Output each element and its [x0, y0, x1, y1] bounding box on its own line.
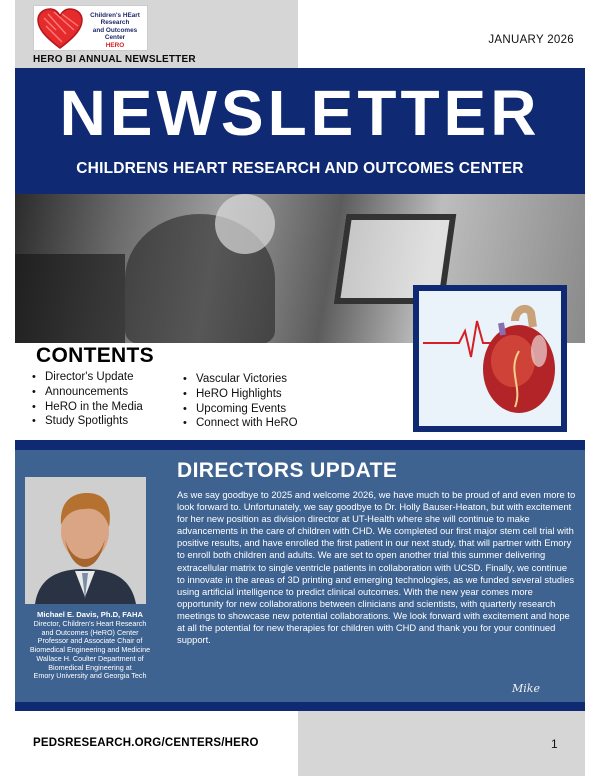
person-portrait-icon	[25, 477, 146, 604]
anatomical-heart-icon	[419, 291, 561, 426]
photo-lamp-shape	[215, 194, 275, 254]
director-title-line: Director, Children's Heart Research	[33, 619, 147, 628]
title-banner	[15, 68, 585, 194]
footer-url-link[interactable]: PEDSRESEARCH.ORG/CENTERS/HERO	[33, 737, 259, 749]
director-title	[15, 620, 165, 681]
heart-illustration	[419, 291, 561, 426]
toc-item-hero-highlights[interactable]: • HeRO Highlights	[183, 387, 298, 402]
director-signature: Mike	[512, 682, 540, 695]
director-name: Michael E. Davis, Ph.D, FAHA	[37, 610, 143, 619]
toc-item-upcoming-events[interactable]: • Upcoming Events	[183, 402, 298, 417]
director-title-line: Wallace H. Coulter Department of	[36, 653, 144, 663]
director-title-line: Professor and Associate Chair of	[37, 636, 143, 646]
toc-item-directors-update[interactable]: • Director's Update	[32, 370, 143, 385]
newsletter-label: HERO BI ANNUAL NEWSLETTER	[33, 54, 196, 65]
logo-text	[84, 12, 146, 49]
director-title-line: Emory University and Georgia Tech	[33, 671, 147, 681]
toc-item-vascular-victories[interactable]: • Vascular Victories	[183, 372, 298, 387]
newsletter-subtitle: CHILDRENS HEART RESEARCH AND OUTCOMES CENTER	[76, 160, 524, 177]
hero-logo	[33, 5, 148, 51]
contents-title: CONTENTS	[36, 344, 154, 367]
page-number: 1	[551, 737, 558, 751]
heart-logo-icon	[36, 8, 84, 50]
newsletter-title: NEWSLETTER	[59, 77, 541, 149]
footer-divider-bar	[15, 702, 585, 711]
directors-update-heading: DIRECTORS UPDATE	[177, 459, 398, 482]
toc-item-hero-in-media[interactable]: • HeRO in the Media	[32, 400, 143, 415]
photo-shadow-shape	[15, 254, 125, 343]
logo-line-2: Research	[100, 19, 130, 27]
directors-update-section	[15, 450, 585, 702]
toc-item-study-spotlights[interactable]: • Study Spotlights	[32, 414, 143, 429]
divider-bar	[15, 440, 585, 450]
logo-line-3: and Outcomes Center	[92, 26, 138, 42]
heart-illustration-frame	[413, 285, 567, 432]
logo-line-1: Children's HEart	[90, 12, 140, 19]
director-title-line: Biomedical Engineering at	[48, 662, 132, 672]
issue-date: JANUARY 2026	[488, 34, 574, 46]
footer-grey-panel	[298, 711, 585, 776]
toc-item-connect-with-hero[interactable]: • Connect with HeRO	[183, 416, 298, 431]
logo-line-4: HERO	[105, 41, 125, 49]
director-portrait	[25, 477, 146, 604]
director-title-line: Biomedical Engineering and Medicine	[29, 645, 151, 655]
director-title-line: and Outcomes (HeRO) Center	[41, 627, 139, 637]
directors-update-body: As we say goodbye to 2025 and welcome 2026, we have much to be proud of and even more to look forward to. Unfortunately, we say goodbye to Dr. Holly Bauser-Heaton, but with excitement for her new position as division director at UT-Health where she will continue to make advancements in the care of children with CHD. We completed our first major stem cell trial with positive results, and have enrolled the first patient in our next study, that will partner with Emory to enroll both children and adults. We are set to open another trial this summer delivering extracellular matrix to single ventricle patients in collaboration with UCSD. Finally, we continue to innovate in the areas of 3D printing and emerging technologies, as we funded several studies using artificial intelligence to predict clinical outcomes. With the new year comes more opportunity for new collaborations between clinicians and scientists, with quarterly research meetings to showcase new potential collaborations. We look forward with excitement and hope at all the potential for new therapies for children with CHD and thank you for your continued support.	[177, 489, 576, 646]
toc-left-column	[32, 370, 143, 429]
toc-item-announcements[interactable]: • Announcements	[32, 385, 143, 400]
toc-right-column	[183, 372, 298, 431]
